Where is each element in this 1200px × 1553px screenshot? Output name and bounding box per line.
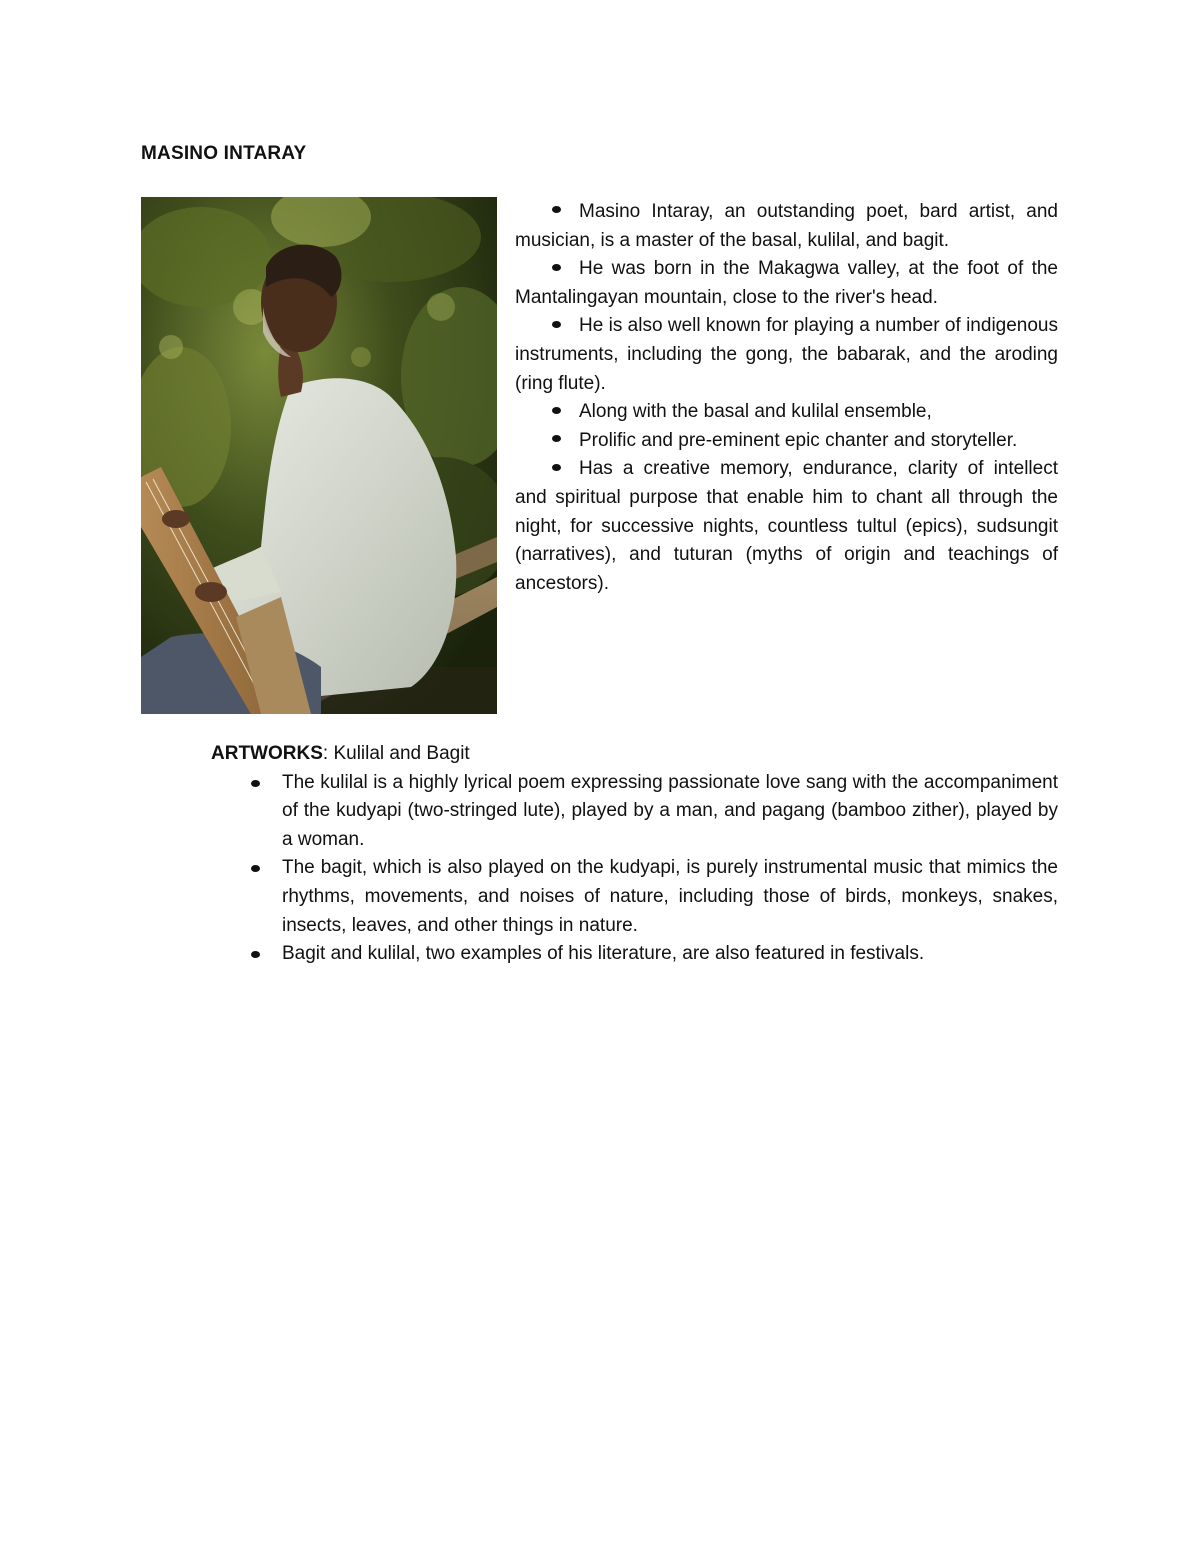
bullet-icon	[552, 321, 561, 328]
list-item: Has a creative memory, endurance, clarity of intellect and spiritual purpose that enable him to chant all through the night, for successive nights, countless tultul (epics), sudsungit (narratives), and tuturan (myths of origin and teachings of ancestors).	[515, 458, 1058, 594]
bullet-icon	[251, 780, 260, 787]
bio-list	[515, 198, 1058, 598]
list-item: The kulilal is a highly lyrical poem expressing passionate love sang with the accompaniment of the kudyapi (two-stringed lute), played by a man, and pagang (bamboo zither), played by a woman.	[211, 769, 1058, 855]
list-item: Along with the basal and kulilal ensemble,	[515, 398, 1058, 427]
artworks-list	[211, 769, 1058, 969]
bullet-icon	[552, 264, 561, 271]
list-item: He is also well known for playing a number of indigenous instruments, including the gong, the babarak, and the aroding (ring flute).	[515, 315, 1058, 394]
list-item: Masino Intaray, an outstanding poet, bard artist, and musician, is a master of the basal, kulilal, and bagit.	[515, 201, 1058, 251]
page-title: MASINO INTARAY	[141, 143, 307, 164]
artworks-section	[211, 740, 1058, 969]
bullet-icon	[552, 206, 561, 213]
list-item: Bagit and kulilal, two examples of his literature, are also featured in festivals.	[211, 940, 1058, 969]
bullet-icon	[552, 435, 561, 442]
bullet-icon	[552, 464, 561, 471]
list-item: The bagit, which is also played on the kudyapi, is purely instrumental music that mimics the rhythms, movements, and noises of nature, including those of birds, monkeys, snakes, insects, leaves, and other things in nature.	[211, 854, 1058, 940]
list-item: Prolific and pre-eminent epic chanter and storyteller.	[515, 427, 1058, 456]
bullet-icon	[251, 951, 260, 958]
artworks-subtitle: : Kulilal and Bagit	[322, 743, 470, 764]
artworks-label: ARTWORKS	[211, 743, 323, 764]
list-item: He was born in the Makagwa valley, at the foot of the Mantalingayan mountain, close to the river's head.	[515, 258, 1058, 308]
bullet-icon	[552, 407, 561, 414]
artworks-heading	[211, 740, 1058, 769]
portrait-photo	[141, 197, 497, 714]
bullet-icon	[251, 865, 260, 872]
